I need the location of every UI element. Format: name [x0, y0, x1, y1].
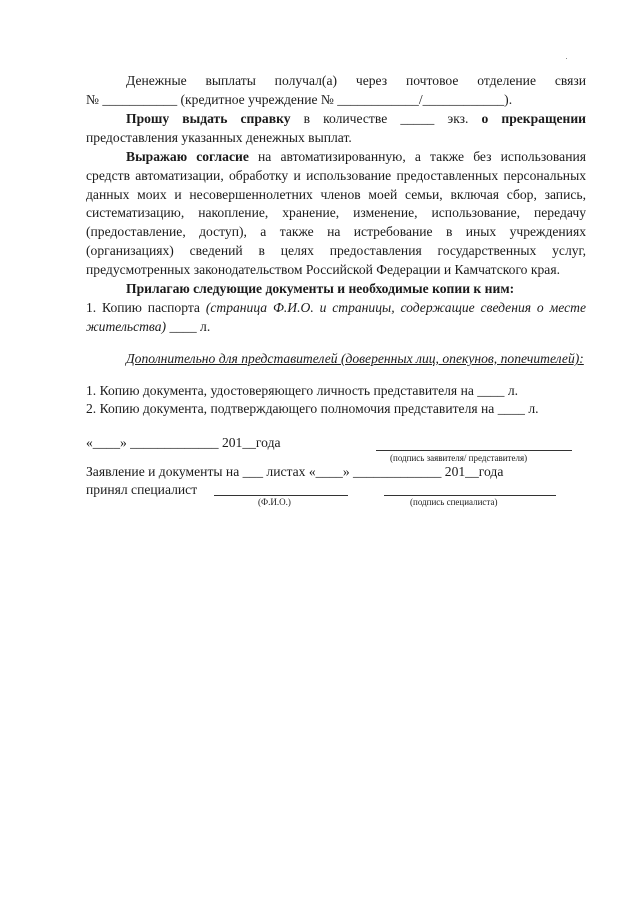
consent-paragraph	[86, 148, 586, 280]
payments-line1	[86, 72, 586, 91]
application-date: «____» _____________ 201__года	[86, 435, 281, 450]
specialist-signature-caption: (подпись специалиста)	[410, 497, 498, 507]
consent-bold: Выражаю согласие	[126, 149, 249, 164]
scan-speck	[566, 58, 567, 59]
payments-line2-text: № ___________ (кредитное учреждение № ____________/____________).	[86, 92, 513, 107]
attach-item1-start: 1. Копию паспорта	[86, 300, 206, 315]
request-bold2: о прекращении	[481, 111, 586, 126]
representatives-heading: Дополнительно для представителей (доверенных лиц, опекунов, попечителей):	[126, 351, 584, 366]
fio-caption: (Ф.И.О.)	[258, 497, 291, 507]
request-mid: в количестве _____ экз.	[290, 111, 482, 126]
specialist-signature-line	[384, 495, 556, 496]
attach-item1-italic: (страница Ф.И.О. и страницы, содержащие сведения о месте жительства)	[86, 300, 586, 334]
request-paragraph	[86, 110, 586, 148]
payments-line1-text: Денежные выплаты получал(а) через почтовое отделение связи	[126, 73, 586, 88]
representatives-item2: 2. Копию документа, подтверждающего полномочия представителя на ____ л.	[86, 401, 539, 416]
applicant-signature-caption: (подпись заявителя/ представителя)	[390, 453, 528, 463]
attach-item1	[86, 299, 586, 337]
request-rest: предоставления указанных денежных выплат.	[86, 129, 352, 145]
specialist-fio-line	[214, 495, 348, 496]
payments-line2	[86, 91, 586, 110]
representatives-item1: 1. Копию документа, удостоверяющего личность представителя на ____ л.	[86, 383, 519, 398]
attach-item1-end: ____ л.	[166, 318, 211, 334]
request-bold: Прошу выдать справку	[126, 111, 291, 126]
received-line: Заявление и документы на ___ листах «____» _____________ 201__года	[86, 464, 504, 479]
attach-heading: Прилагаю следующие документы и необходимые копии к ним:	[126, 281, 515, 296]
specialist-label: принял специалист	[86, 482, 198, 497]
applicant-signature-line	[376, 450, 572, 451]
consent-text: на автоматизированную, а также без использования средств автоматизации, обработку и использование предоставленных персональных данных моих и несовершеннолетних членов моей семьи, включая сбор, запись, систематизацию, накопление, хранение, изменение, использование, передачу (предоставление, доступ), а также на истребование в иных учреждениях (организациях) сведений в целях предоставления государственных услуг, предусмотренных законодательством Российской Федерации и Камчатского края.	[86, 149, 586, 277]
